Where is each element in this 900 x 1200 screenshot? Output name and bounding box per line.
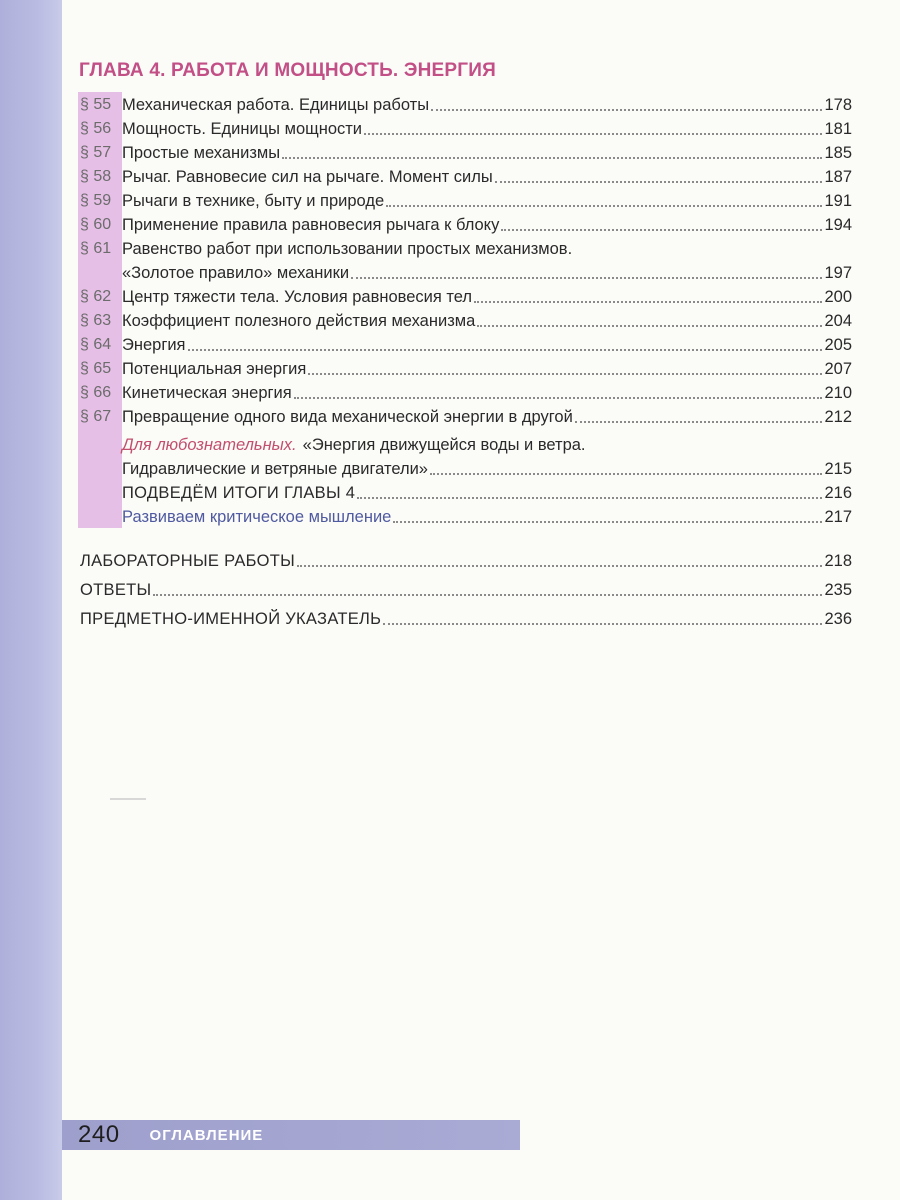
toc-row-58[interactable] xyxy=(78,163,852,187)
toc-row-65[interactable] xyxy=(78,355,852,379)
toc-row-57[interactable] xyxy=(78,139,852,163)
section-title: Равенство работ при использовании простых механизмов. xyxy=(122,240,573,258)
toc-row-55[interactable] xyxy=(78,91,852,115)
curious-title: «Энергия движущейся воды и ветра. xyxy=(302,436,586,454)
section-title: Применение правила равновесия рычага к блоку xyxy=(122,216,500,234)
toc-row-59[interactable] xyxy=(78,187,852,211)
dot-leader xyxy=(575,421,823,423)
toc-row-curious-cont[interactable] xyxy=(78,455,852,479)
page-number: 185 xyxy=(824,144,852,162)
extra-title: ПРЕДМЕТНО-ИМЕННОЙ УКАЗАТЕЛЬ xyxy=(80,610,382,628)
dot-leader xyxy=(431,109,822,111)
section-number: § 57 xyxy=(80,144,112,161)
section-number: § 61 xyxy=(80,240,112,257)
section-title: Центр тяжести тела. Условия равновесия тел xyxy=(122,288,472,306)
dot-leader xyxy=(282,157,822,159)
page-number: 200 xyxy=(824,288,852,306)
page-number: 235 xyxy=(824,581,852,599)
section-title-continued: «Золотое правило» механики xyxy=(122,264,350,282)
page-number: 187 xyxy=(824,168,852,186)
dot-leader xyxy=(294,397,823,399)
toc-row-index[interactable] xyxy=(78,601,852,629)
toc-row-curious[interactable] xyxy=(78,431,852,455)
footer-page-number: 240 xyxy=(78,1121,120,1148)
page-number: 204 xyxy=(824,312,852,330)
section-title: Рычаги в технике, быту и природе xyxy=(122,192,385,210)
toc-row-lab-works[interactable] xyxy=(78,543,852,571)
dot-leader xyxy=(297,565,822,567)
curious-title-continued: Гидравлические и ветряные двигатели» xyxy=(122,460,428,478)
section-title: Превращение одного вида механической энергии в другой xyxy=(122,408,573,426)
toc-row-60[interactable] xyxy=(78,211,852,235)
extra-title: ОТВЕТЫ xyxy=(80,581,152,599)
section-number: § 63 xyxy=(80,312,112,329)
critical-thinking-title: Развиваем критическое мышление xyxy=(122,508,392,526)
toc-row-critical[interactable] xyxy=(78,503,852,527)
section-number: § 60 xyxy=(80,216,112,233)
toc-row-67[interactable] xyxy=(78,403,852,427)
chapter-title: ГЛАВА 4. РАБОТА И МОЩНОСТЬ. ЭНЕРГИЯ xyxy=(79,60,496,81)
page-number: 191 xyxy=(824,192,852,210)
section-number: § 65 xyxy=(80,360,112,377)
dot-leader xyxy=(501,229,822,231)
dot-leader xyxy=(383,623,822,625)
section-number: § 67 xyxy=(80,408,112,425)
extra-title: ЛАБОРАТОРНЫЕ РАБОТЫ xyxy=(80,552,295,570)
dot-leader xyxy=(393,521,822,523)
left-decorative-strip xyxy=(0,0,62,1200)
section-number: § 55 xyxy=(80,96,112,113)
footer-bar xyxy=(62,1120,520,1150)
section-title: Мощность. Единицы мощности xyxy=(122,120,363,138)
dot-leader xyxy=(153,594,822,596)
page-number: 212 xyxy=(824,408,852,426)
dot-leader xyxy=(477,325,822,327)
dot-leader xyxy=(357,497,822,499)
section-title: Рычаг. Равновесие сил на рычаге. Момент силы xyxy=(122,168,493,186)
page-number: 216 xyxy=(824,484,852,502)
page-number: 178 xyxy=(824,96,852,114)
page-number: 205 xyxy=(824,336,852,354)
dot-leader xyxy=(386,205,822,207)
section-number: § 58 xyxy=(80,168,112,185)
section-number: § 59 xyxy=(80,192,112,209)
toc-row-summary[interactable] xyxy=(78,479,852,503)
toc-row-61-cont[interactable] xyxy=(78,259,852,283)
section-title: Кинетическая энергия xyxy=(122,384,292,402)
dot-leader xyxy=(364,133,822,135)
toc-row-64[interactable] xyxy=(78,331,852,355)
dot-leader xyxy=(351,277,822,279)
section-title: Потенциальная энергия xyxy=(122,360,307,378)
toc-row-66[interactable] xyxy=(78,379,852,403)
page-number: 207 xyxy=(824,360,852,378)
summary-title: ПОДВЕДЁМ ИТОГИ ГЛАВЫ 4 xyxy=(122,484,356,502)
section-title: Энергия xyxy=(122,336,186,354)
section-number: § 64 xyxy=(80,336,112,353)
dot-leader xyxy=(474,301,822,303)
section-number: § 62 xyxy=(80,288,112,305)
page-number: 197 xyxy=(824,264,852,282)
page-number: 181 xyxy=(824,120,852,138)
page-number: 218 xyxy=(824,552,852,570)
toc-row-56[interactable] xyxy=(78,115,852,139)
toc-row-answers[interactable] xyxy=(78,572,852,600)
dot-leader xyxy=(495,181,823,183)
dot-leader xyxy=(188,349,823,351)
page-number: 217 xyxy=(824,508,852,526)
footer-section-label: ОГЛАВЛЕНИЕ xyxy=(149,1126,264,1144)
page-number: 194 xyxy=(824,216,852,234)
section-title: Механическая работа. Единицы работы xyxy=(122,96,430,114)
page-number: 215 xyxy=(824,460,852,478)
dot-leader xyxy=(308,373,822,375)
section-title: Коэффициент полезного действия механизма xyxy=(122,312,476,330)
curious-prefix: Для любознательных. xyxy=(122,436,297,454)
dot-leader xyxy=(430,473,822,475)
section-number: § 56 xyxy=(80,120,112,137)
section-number: § 66 xyxy=(80,384,112,401)
print-mark xyxy=(110,798,146,800)
toc-row-63[interactable] xyxy=(78,307,852,331)
toc-row-61[interactable] xyxy=(78,235,852,259)
toc-row-62[interactable] xyxy=(78,283,852,307)
page-number: 210 xyxy=(824,384,852,402)
section-title: Простые механизмы xyxy=(122,144,281,162)
page-number: 236 xyxy=(824,610,852,628)
